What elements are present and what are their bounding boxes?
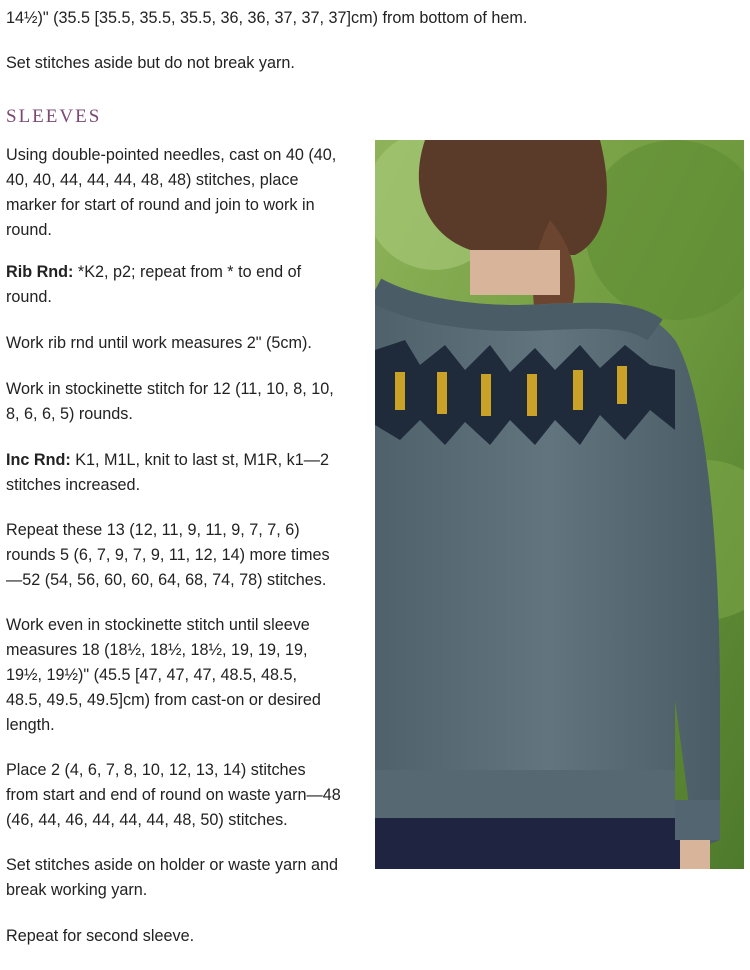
second-sleeve-paragraph: Repeat for second sleeve. bbox=[6, 927, 195, 945]
break-yarn-paragraph: Set stitches aside on holder or waste yarn and break working yarn. bbox=[6, 856, 339, 899]
rib-round-label: Rib Rnd: bbox=[6, 263, 74, 281]
sweater-photo bbox=[375, 140, 744, 869]
increase-round-label: Inc Rnd: bbox=[6, 451, 71, 469]
cast-on-paragraph: Using double-pointed needles, cast on 40 (40, 40, 40, 44, 44, 44, 48, 48) stitches, place marker for start of round and join to work in round. bbox=[6, 146, 337, 239]
work-even-paragraph: Work even in stockinette stitch until sleeve measures 18 (18½, 18½, 18½, 19, 19, 19, 19½, 19½)" (45.5 [47, 47, 47, 48.5, 48.5, 48.5, 49.5, 49.5]cm) from cast-on or desired length. bbox=[6, 616, 321, 734]
section-heading-sleeves: SLEEVES bbox=[6, 106, 102, 127]
repeat-rounds-paragraph: Repeat these 13 (12, 11, 9, 11, 9, 7, 7, 6) rounds 5 (6, 7, 9, 7, 9, 11, 12, 14) more times —52 (54, 56, 60, 60, 64, 68, 74, 78) stitches. bbox=[6, 521, 330, 589]
hem-measurement-text: 14½)" (35.5 [35.5, 35.5, 35.5, 36, 36, 37, 37, 37]cm) from bottom of hem. bbox=[6, 9, 528, 27]
rib-round-paragraph: Rib Rnd: *K2, p2; repeat from * to end of round. bbox=[6, 263, 302, 306]
set-aside-text: Set stitches aside but do not break yarn. bbox=[6, 54, 295, 72]
stockinette-paragraph: Work in stockinette stitch for 12 (11, 10, 8, 10, 8, 6, 6, 5) rounds. bbox=[6, 380, 334, 423]
increase-round-paragraph: Inc Rnd: K1, M1L, knit to last st, M1R, k1—2 stitches increased. bbox=[6, 451, 329, 494]
rib-measure-paragraph: Work rib rnd until work measures 2" (5cm). bbox=[6, 334, 312, 352]
waste-yarn-paragraph: Place 2 (4, 6, 7, 8, 10, 12, 13, 14) stitches from start and end of round on waste yarn—48 (46, 44, 46, 44, 44, 44, 48, 50) stitches. bbox=[6, 761, 341, 829]
